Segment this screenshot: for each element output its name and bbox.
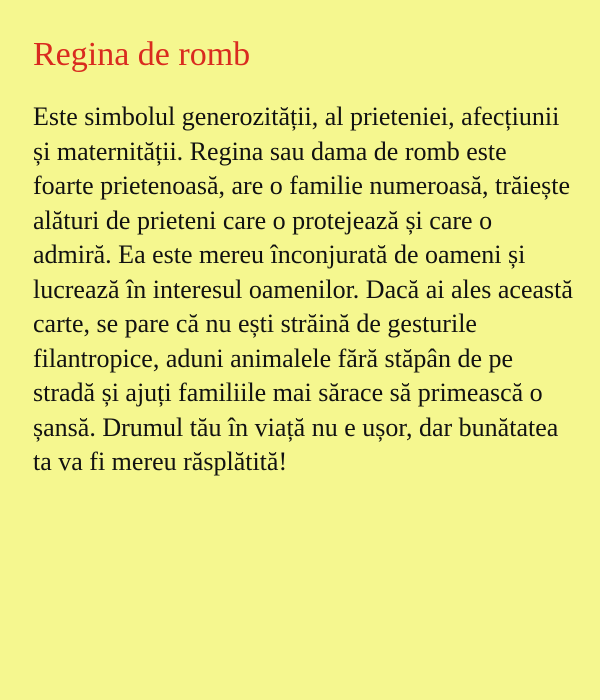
card-description: Este simbolul generozității, al prieteniei, afecțiunii și maternității. Regina sau dama de romb este foarte prietenoasă, are o familie numeroasă, trăiește alături de prieteni care o protejează și care o admiră. Ea este mereu înconjurată de oameni și lucrează în interesul oamenilor. Dacă ai ales această carte, se pare că nu ești străină de gesturile filantropice, aduni animalele fără stăpân de pe stradă și ajuți familiile mai sărace să primească o șansă. Drumul tău în viață nu e ușor, dar bunătatea ta va fi mereu răsplătită! xyxy=(33,102,573,476)
card-title: Regina de romb xyxy=(33,36,251,73)
